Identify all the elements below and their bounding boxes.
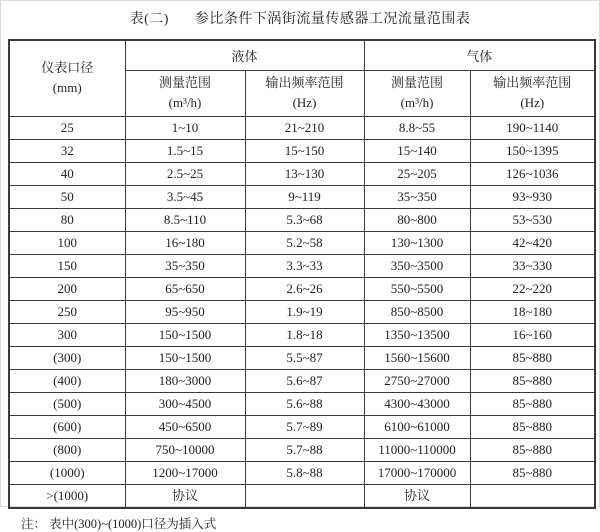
cell-liquid-frequency-range: 5.6~87 — [245, 369, 364, 392]
cell-liquid-measure-range: 300~4500 — [125, 392, 245, 415]
cell-gas-frequency-range: 150~1395 — [470, 139, 595, 162]
header-diameter — [9, 40, 125, 116]
cell-gas-measure-range: 4300~43000 — [364, 392, 470, 415]
cell-liquid-measure-range: 协议 — [125, 484, 245, 508]
header-gas-measure-unit: (m³/h) — [400, 95, 434, 110]
cell-liquid-frequency-range: 1.9~19 — [245, 300, 364, 323]
cell-diameter: (800) — [9, 438, 125, 461]
cell-gas-measure-range: 130~1300 — [364, 231, 470, 254]
cell-liquid-measure-range: 450~6500 — [125, 415, 245, 438]
cell-liquid-measure-range: 95~950 — [125, 300, 245, 323]
cell-diameter: 150 — [9, 254, 125, 277]
cell-diameter: (400) — [9, 369, 125, 392]
cell-liquid-measure-range: 150~1500 — [125, 346, 245, 369]
cell-diameter: 40 — [9, 162, 125, 185]
cell-liquid-frequency-range: 5.7~88 — [245, 438, 364, 461]
table-caption — [1, 8, 599, 28]
cell-gas-measure-range: 2750~27000 — [364, 369, 470, 392]
table-row — [9, 461, 595, 484]
table-row — [9, 139, 595, 162]
cell-gas-measure-range: 协议 — [364, 484, 470, 508]
cell-liquid-frequency-range: 21~210 — [245, 116, 364, 139]
cell-gas-frequency-range: 16~160 — [470, 323, 595, 346]
header-liquid-measure-range — [125, 70, 245, 116]
table-row — [9, 323, 595, 346]
header-liquid-frequency-unit: (Hz) — [292, 95, 317, 110]
footnote: 注： 表中(300)~(1000)口径为插入式 — [21, 516, 217, 531]
table-row — [9, 415, 595, 438]
cell-gas-measure-range: 350~3500 — [364, 254, 470, 277]
cell-liquid-measure-range: 1200~17000 — [125, 461, 245, 484]
table-row — [9, 300, 595, 323]
cell-gas-measure-range: 17000~170000 — [364, 461, 470, 484]
cell-liquid-frequency-range: 9~119 — [245, 185, 364, 208]
cell-gas-measure-range: 80~800 — [364, 208, 470, 231]
table-row — [9, 369, 595, 392]
cell-diameter: 32 — [9, 139, 125, 162]
header-gas-group: 气体 — [364, 40, 595, 70]
table-title-text: 参比条件下涡街流量传感器工况流量范围表 — [194, 12, 471, 27]
cell-gas-measure-range: 1350~13500 — [364, 323, 470, 346]
cell-gas-measure-range: 550~5500 — [364, 277, 470, 300]
cell-liquid-frequency-range: 1.8~18 — [245, 323, 364, 346]
header-liquid-frequency-range — [245, 70, 364, 116]
cell-liquid-measure-range: 150~1500 — [125, 323, 245, 346]
cell-gas-frequency-range: 85~880 — [470, 346, 595, 369]
cell-gas-frequency-range: 85~880 — [470, 438, 595, 461]
header-gas-frequency-range — [470, 70, 595, 116]
cell-gas-measure-range: 35~350 — [364, 185, 470, 208]
table-header — [9, 40, 595, 116]
header-diameter-label: 仪表口径 — [41, 60, 94, 76]
table-row — [9, 254, 595, 277]
table-row — [9, 162, 595, 185]
cell-diameter: 25 — [9, 116, 125, 139]
header-group-row — [9, 40, 595, 70]
header-liquid-group: 液体 — [125, 40, 364, 70]
cell-gas-frequency-range: 22~220 — [470, 277, 595, 300]
header-liquid-frequency-label: 输出频率范围 — [265, 75, 344, 90]
cell-liquid-frequency-range: 5.2~58 — [245, 231, 364, 254]
table-row — [9, 484, 595, 508]
header-liquid-measure-label: 测量范围 — [158, 75, 211, 90]
table-row — [9, 277, 595, 300]
cell-liquid-frequency-range: 2.6~26 — [245, 277, 364, 300]
cell-gas-frequency-range: 85~880 — [470, 415, 595, 438]
cell-liquid-frequency-range: 5.7~89 — [245, 415, 364, 438]
cell-gas-frequency-range: 126~1036 — [470, 162, 595, 185]
cell-gas-measure-range: 11000~110000 — [364, 438, 470, 461]
cell-liquid-measure-range: 65~650 — [125, 277, 245, 300]
table-row — [9, 116, 595, 139]
cell-diameter: (500) — [9, 392, 125, 415]
header-diameter-unit: (mm) — [52, 80, 82, 96]
header-liquid-measure-unit: (m³/h) — [168, 95, 202, 110]
cell-liquid-measure-range: 750~10000 — [125, 438, 245, 461]
cell-liquid-frequency-range — [245, 484, 364, 508]
cell-gas-measure-range: 1560~15600 — [364, 346, 470, 369]
cell-gas-frequency-range — [470, 484, 595, 508]
cell-gas-frequency-range: 33~330 — [470, 254, 595, 277]
cell-liquid-frequency-range: 5.6~88 — [245, 392, 364, 415]
header-gas-frequency-unit: (Hz) — [520, 95, 545, 110]
table-row — [9, 346, 595, 369]
cell-liquid-frequency-range: 5.3~68 — [245, 208, 364, 231]
cell-gas-frequency-range: 190~1140 — [470, 116, 595, 139]
cell-diameter: (1000) — [9, 461, 125, 484]
cell-diameter: >(1000) — [9, 484, 125, 508]
cell-liquid-frequency-range: 5.8~88 — [245, 461, 364, 484]
header-gas-measure-label: 测量范围 — [391, 75, 444, 90]
cell-gas-frequency-range: 42~420 — [470, 231, 595, 254]
cell-gas-frequency-range: 53~530 — [470, 208, 595, 231]
table-row — [9, 185, 595, 208]
cell-diameter: 200 — [9, 277, 125, 300]
cell-liquid-measure-range: 2.5~25 — [125, 162, 245, 185]
cell-liquid-frequency-range: 13~130 — [245, 162, 364, 185]
cell-gas-measure-range: 6100~61000 — [364, 415, 470, 438]
table-row — [9, 392, 595, 415]
cell-liquid-frequency-range: 15~150 — [245, 139, 364, 162]
cell-diameter: (600) — [9, 415, 125, 438]
table-body — [9, 116, 595, 508]
cell-diameter: 250 — [9, 300, 125, 323]
cell-diameter: (300) — [9, 346, 125, 369]
header-gas-measure-range — [364, 70, 470, 116]
cell-diameter: 80 — [9, 208, 125, 231]
cell-gas-measure-range: 25~205 — [364, 162, 470, 185]
table-row — [9, 438, 595, 461]
cell-gas-measure-range: 15~140 — [364, 139, 470, 162]
cell-gas-measure-range: 8.8~55 — [364, 116, 470, 139]
cell-gas-measure-range: 850~8500 — [364, 300, 470, 323]
cell-diameter: 300 — [9, 323, 125, 346]
cell-gas-frequency-range: 85~880 — [470, 369, 595, 392]
table-row — [9, 231, 595, 254]
cell-diameter: 100 — [9, 231, 125, 254]
header-gas-frequency-label: 输出频率范围 — [493, 75, 572, 90]
flow-range-table — [8, 39, 596, 509]
cell-liquid-measure-range: 180~3000 — [125, 369, 245, 392]
cell-liquid-frequency-range: 5.5~87 — [245, 346, 364, 369]
cell-liquid-measure-range: 35~350 — [125, 254, 245, 277]
table-row — [9, 208, 595, 231]
cell-liquid-frequency-range: 3.3~33 — [245, 254, 364, 277]
cell-liquid-measure-range: 3.5~45 — [125, 185, 245, 208]
cell-gas-frequency-range: 85~880 — [470, 461, 595, 484]
cell-liquid-measure-range: 1~10 — [125, 116, 245, 139]
cell-gas-frequency-range: 93~930 — [470, 185, 595, 208]
cell-liquid-measure-range: 16~180 — [125, 231, 245, 254]
cell-diameter: 50 — [9, 185, 125, 208]
table-number: 表(二) — [129, 12, 169, 27]
cell-liquid-measure-range: 1.5~15 — [125, 139, 245, 162]
cell-gas-frequency-range: 18~180 — [470, 300, 595, 323]
cell-liquid-measure-range: 8.5~110 — [125, 208, 245, 231]
cell-gas-frequency-range: 85~880 — [470, 392, 595, 415]
